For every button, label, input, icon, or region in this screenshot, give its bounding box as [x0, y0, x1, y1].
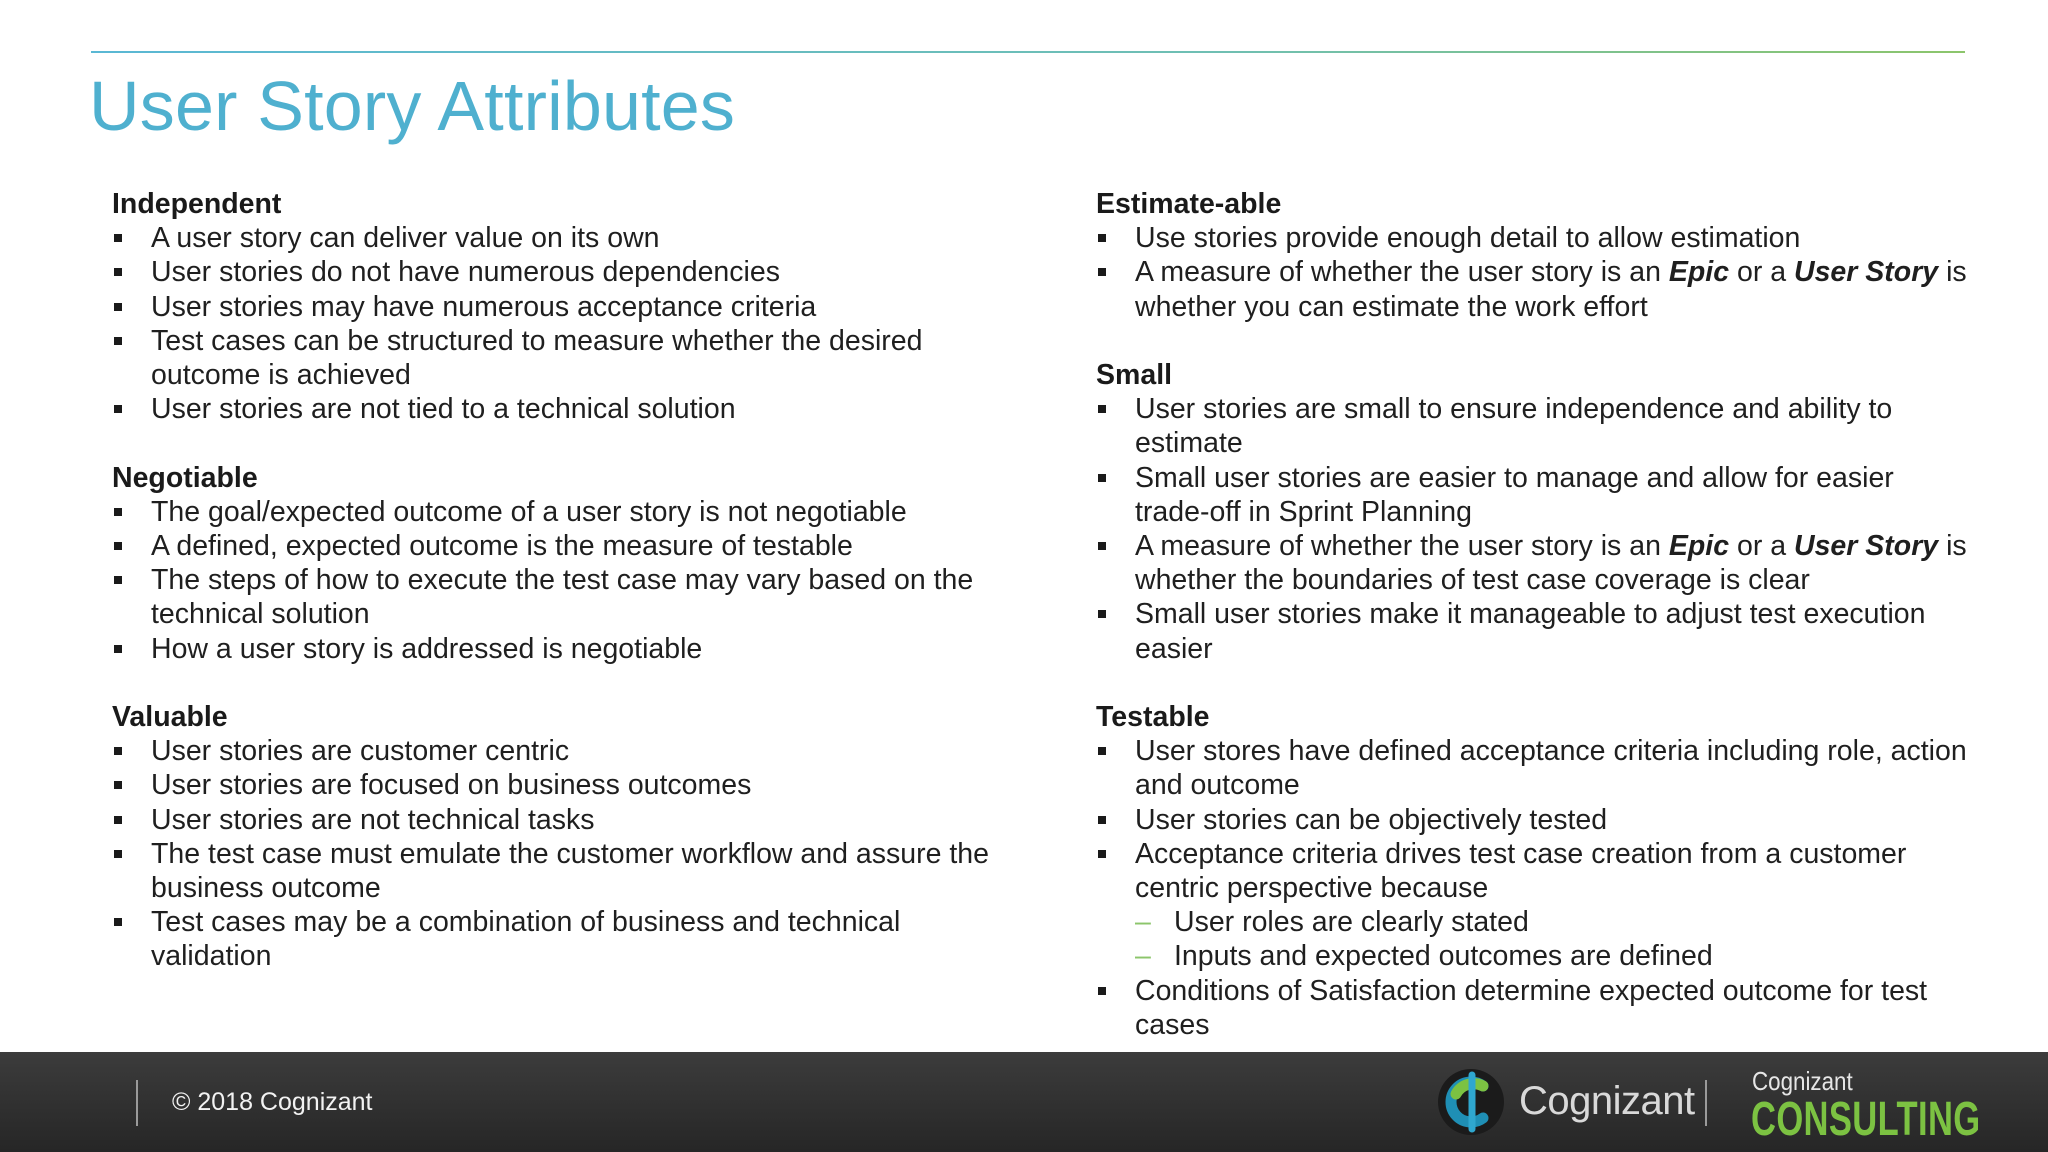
bullet-item: Use stories provide enough detail to allow estimation [1096, 221, 1976, 255]
section-estimate-able [1096, 187, 1976, 324]
bullet-item [1096, 529, 1976, 597]
section-heading: Valuable [112, 701, 228, 734]
bullet-text: is whether you can estimate the work effort [1135, 256, 1967, 323]
bullet-list [112, 734, 1012, 973]
section-valuable [112, 700, 1012, 974]
bullet-item: The test case must emulate the customer workflow and assure the business outcome [112, 837, 1012, 905]
bullet-item: Test cases may be a combination of business and technical validation [112, 905, 1012, 973]
bullet-item [1096, 837, 1976, 974]
bullet-list [112, 221, 1012, 426]
section-heading: Independent [112, 188, 282, 220]
left-column [112, 187, 1012, 1008]
bullet-list [112, 495, 1012, 666]
section-independent [112, 187, 1012, 426]
bullet-text: Acceptance criteria drives test case creation from a customer centric perspective because [1135, 837, 1907, 905]
bullet-item: User stories do not have numerous dependencies [112, 255, 1012, 289]
section-testable [1096, 700, 1976, 1042]
bullet-list [1096, 734, 1976, 1042]
bullet-item: How a user story is addressed is negotiable [112, 632, 1012, 666]
bullet-item: Test cases can be structured to measure whether the desired outcome is achieved [112, 324, 1012, 392]
bullet-item: User stories are not tied to a technical solution [112, 392, 1012, 426]
bullet-list [1096, 392, 1976, 666]
bullet-item: User stories can be objectively tested [1096, 803, 1976, 837]
sub-bullet-item: – User roles are clearly stated [1135, 905, 1976, 939]
section-heading: Testable [1096, 701, 1210, 734]
right-column [1096, 187, 1976, 1076]
bullet-text: is whether the boundaries of test case coverage is clear [1135, 530, 1967, 597]
bullet-text: A measure of whether the user story is an [1135, 530, 1669, 563]
epic-term: Epic [1668, 256, 1730, 289]
bullet-item: User stories are not technical tasks [112, 803, 1012, 837]
section-heading: Negotiable [112, 461, 258, 494]
copyright-text: © 2018 Cognizant [172, 1088, 373, 1116]
section-heading: Estimate-able [1096, 188, 1282, 220]
consulting-logo-top: Cognizant [1752, 1066, 1853, 1096]
bullet-text: or a [1729, 256, 1794, 289]
footer-divider [1705, 1080, 1707, 1126]
sub-bullet-item: – Inputs and expected outcomes are defined [1135, 939, 1976, 973]
bullet-text: A measure of whether the user story is an [1135, 256, 1669, 289]
section-small [1096, 358, 1976, 666]
cognizant-wordmark: Cognizant [1519, 1079, 1695, 1123]
bullet-item: User stories are focused on business outcomes [112, 768, 1012, 802]
bullet-item: User stories are customer centric [112, 734, 1012, 768]
slide-title: User Story Attributes [89, 67, 736, 145]
section-heading: Small [1096, 359, 1173, 391]
bullet-item: A user story can deliver value on its own [112, 221, 1012, 255]
bullet-list [1096, 221, 1976, 324]
footer-divider [136, 1080, 138, 1126]
sub-bullet-list [1135, 905, 1976, 973]
bullet-item: The goal/expected outcome of a user story is not negotiable [112, 495, 1012, 529]
bullet-item: The steps of how to execute the test case may vary based on the technical solution [112, 563, 1012, 631]
bullet-item: A defined, expected outcome is the measure of testable [112, 529, 1012, 563]
bullet-item: User stories are small to ensure independence and ability to estimate [1096, 392, 1976, 460]
bullet-text: or a [1729, 530, 1794, 563]
bullet-item: Small user stories make it manageable to adjust test execution easier [1096, 597, 1976, 665]
section-negotiable [112, 461, 1012, 666]
bullet-item: User stores have defined acceptance criteria including role, action and outcome [1096, 734, 1976, 802]
epic-term: Epic [1668, 530, 1730, 563]
bullet-item [1096, 255, 1976, 323]
bullet-item: Small user stories are easier to manage and allow for easier trade-off in Sprint Planning [1096, 461, 1976, 529]
bullet-item: Conditions of Satisfaction determine expected outcome for test cases [1096, 974, 1976, 1042]
consulting-logo-bottom: CONSULTING [1751, 1093, 1981, 1146]
cognizant-logo-icon [1436, 1067, 1506, 1137]
user-story-term: User Story [1794, 530, 1939, 563]
footer-bar [0, 1052, 2048, 1152]
title-rule [91, 51, 1965, 53]
user-story-term: User Story [1794, 256, 1939, 289]
bullet-item: User stories may have numerous acceptance criteria [112, 290, 1012, 324]
